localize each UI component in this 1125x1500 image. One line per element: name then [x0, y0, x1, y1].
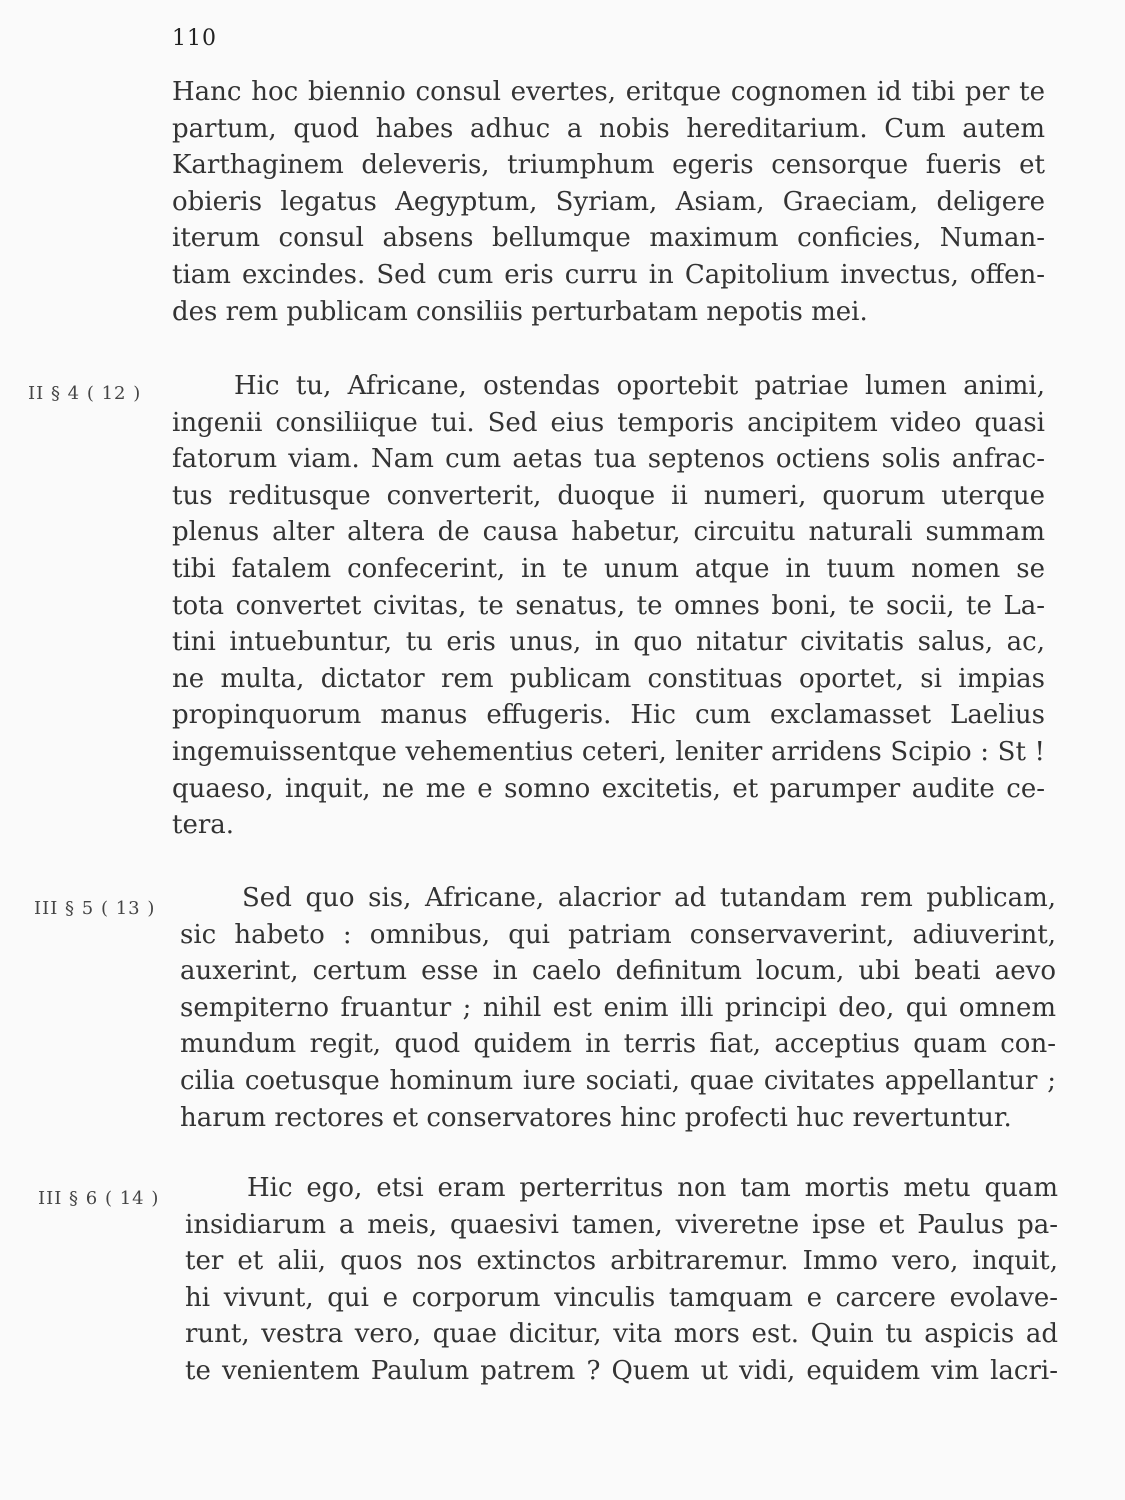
text-line: tibi fatalem confecerint, in te unum atque in tuum nomen se [172, 553, 1045, 584]
text-line: insidiarum a meis, quaesivi tamen, viveretne ipse et Paulus pa- [185, 1209, 1058, 1240]
text-line: sic habeto : omnibus, qui patriam conservaverint, adiuverint, [180, 919, 1056, 950]
text-line: iterum consul absens bellumque maximum conficies, Numan- [172, 223, 1045, 254]
text-line: fatorum viam. Nam cum aetas tua septenos octiens solis anfrac- [172, 444, 1045, 475]
text-line: tini intuebuntur, tu eris unus, in quo nitatur civitatis salus, ac, [172, 627, 1045, 658]
text-line: te venientem Paulum patrem ? Quem ut vidi, equidem vim lacri- [185, 1355, 1058, 1386]
margin-reference: III § 5 ( 13 ) [34, 898, 156, 919]
paragraph-3 [180, 880, 1056, 1136]
text-line: des rem publicam consiliis perturbatam nepotis mei. [172, 296, 868, 327]
text-line: Hic tu, Africane, ostendas oportebit patriae lumen animi, [234, 371, 1045, 401]
text-line: cilia coetusque hominum iure sociati, quae civitates appellantur ; [180, 1065, 1056, 1096]
paragraph-1 [172, 74, 1045, 330]
text-line: Sed quo sis, Africane, alacrior ad tutandam rem publicam, [242, 883, 1056, 913]
text-line: Hanc hoc biennio consul evertes, eritque cognomen id tibi per te [172, 77, 1045, 107]
text-line: Hic ego, etsi eram perterritus non tam mortis metu quam [247, 1173, 1058, 1203]
text-line: auxerint, certum esse in caelo definitum locum, ubi beati aevo [180, 956, 1056, 987]
text-line: plenus alter altera de causa habetur, circuitu naturali summam [172, 517, 1045, 548]
text-line: partum, quod habes adhuc a nobis hereditarium. Cum autem [172, 113, 1045, 144]
text-line: obieris legatus Aegyptum, Syriam, Asiam, Graeciam, deligere [172, 186, 1045, 217]
text-line: ingenii consiliique tui. Sed eius temporis ancipitem video quasi [172, 407, 1045, 438]
text-line: runt, vestra vero, quae dicitur, vita mors est. Quin tu aspicis ad [185, 1319, 1058, 1350]
paragraph-4 [185, 1170, 1058, 1390]
text-line: tus reditusque converterit, duoque ii numeri, quorum uterque [172, 480, 1045, 511]
text-line: mundum regit, quod quidem in terris fiat, acceptius quam con- [180, 1029, 1056, 1060]
text-line: ne multa, dictator rem publicam constituas oportet, si impias [172, 663, 1045, 694]
margin-reference: II § 4 ( 12 ) [28, 383, 142, 404]
text-line: tera. [172, 810, 235, 841]
text-line: ingemuissentque vehementius ceteri, leniter arridens Scipio : St ! [172, 736, 1045, 767]
text-line: ter et alii, quos nos extinctos arbitraremur. Immo vero, inquit, [185, 1246, 1058, 1277]
paragraph-2 [172, 368, 1045, 844]
text-line: sempiterno fruantur ; nihil est enim illi principi deo, qui omnem [180, 992, 1056, 1023]
page-number: 110 [172, 26, 217, 51]
margin-reference: III § 6 ( 14 ) [38, 1188, 160, 1209]
text-line: hi vivunt, qui e corporum vinculis tamquam e carcere evolave- [185, 1282, 1058, 1313]
text-line: quaeso, inquit, ne me e somno excitetis, et parumper audite ce- [172, 773, 1045, 804]
text-line: harum rectores et conservatores hinc profecti huc revertuntur. [180, 1102, 1012, 1133]
text-line: propinquorum manus effugeris. Hic cum exclamasset Laelius [172, 700, 1045, 731]
text-line: tota convertet civitas, te senatus, te omnes boni, te socii, te La- [172, 590, 1045, 621]
text-line: Karthaginem deleveris, triumphum egeris censorque fueris et [172, 150, 1045, 181]
text-line: tiam excindes. Sed cum eris curru in Capitolium invectus, offen- [172, 259, 1045, 290]
